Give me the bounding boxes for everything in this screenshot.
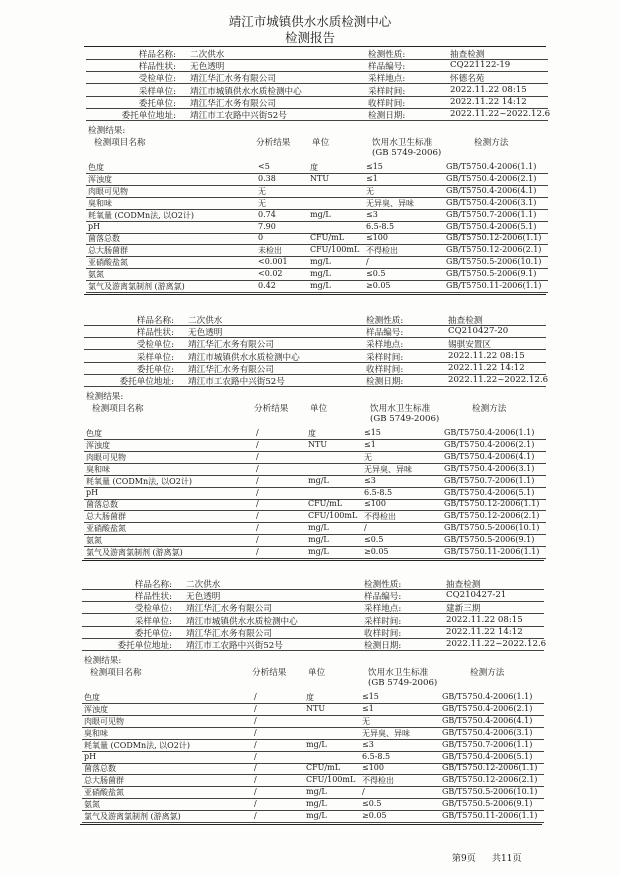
label-receive_time: 收样时间: — [366, 364, 404, 375]
table-row — [0, 488, 620, 499]
meta-underline — [82, 650, 544, 651]
item-method: GB/T5750.5-2006(10.1) — [446, 257, 542, 267]
item-name: 亚硝酸盐氮 — [86, 524, 126, 534]
item-method: GB/T5750.7-2006(1.1) — [446, 209, 537, 219]
item-name: 菌落总数 — [88, 234, 120, 244]
item-method: GB/T5750.4-2006(3.1) — [446, 197, 537, 207]
item-result: 0.42 — [258, 281, 276, 290]
label-client: 委托单位: — [138, 98, 176, 109]
table-row — [0, 452, 620, 463]
item-result: / — [256, 428, 259, 437]
item-method: GB/T5750.4-2006(1.1) — [442, 692, 533, 701]
table-row — [0, 476, 620, 487]
item-name: 菌落总数 — [84, 764, 116, 774]
table-row — [0, 198, 620, 209]
item-name: 亚硝酸盐氮 — [88, 258, 128, 268]
table-row — [0, 752, 620, 763]
item-result: <0.02 — [258, 269, 283, 279]
item-result: / — [256, 535, 259, 545]
value-sample_name: 二次供水 — [190, 50, 225, 60]
row-underline — [86, 292, 548, 293]
value-client: 靖江华汇水务有限公司 — [186, 628, 272, 639]
item-standard: 不得检出 — [362, 776, 394, 786]
label-receive_time: 收样时间: — [364, 628, 402, 639]
item-result: / — [254, 739, 257, 749]
item-standard: 无 — [364, 452, 372, 462]
table-row — [0, 245, 620, 256]
col-std-header: 饮用水卫生标准 — [370, 404, 431, 414]
item-method: GB/T5750.4-2006(5.1) — [446, 221, 537, 231]
report-title: 检测报告 — [284, 30, 335, 45]
item-method: GB/T5750.7-2006(1.1) — [442, 739, 533, 749]
value-sample_nature: 无色透明 — [186, 592, 221, 603]
item-name: 总大肠菌群 — [84, 776, 124, 786]
label-sample_nature: 样品性状: — [136, 328, 174, 339]
label-test_date: 检测日期: — [368, 111, 406, 121]
item-unit: NTU — [310, 173, 330, 183]
label-sampling_place: 采样地点: — [366, 340, 404, 351]
item-result: / — [256, 439, 259, 449]
item-standard: ≤0.5 — [366, 269, 386, 279]
value-sample_no: CQ221122-19 — [450, 60, 511, 71]
col-item-header: 检测项目名称 — [90, 668, 142, 678]
item-method: GB/T5750.5-2006(9.1) — [446, 269, 537, 279]
item-unit: CFU/100mL — [308, 511, 358, 521]
item-standard: ≤100 — [366, 233, 388, 243]
value-sample_nature: 无色透明 — [190, 62, 225, 73]
item-result: 0.38 — [258, 173, 276, 183]
value-sample_name: 二次供水 — [186, 580, 221, 590]
item-name: 臭和味 — [86, 464, 110, 474]
label-sampling_unit: 采样单位: — [138, 86, 176, 97]
item-method: GB/T5750.4-2006(1.1) — [444, 428, 535, 437]
item-standard: 不得检出 — [364, 512, 396, 522]
item-method: GB/T5750.12-2006(2.1) — [444, 511, 540, 521]
item-standard: ≤1 — [366, 173, 378, 183]
item-method: GB/T5750.4-2006(5.1) — [442, 751, 533, 761]
value-sampling_unit: 靖江市城镇供水水质检测中心 — [190, 86, 302, 97]
table-row — [0, 728, 620, 739]
item-standard: 无异臭、异味 — [364, 464, 412, 474]
table-row — [0, 763, 620, 774]
item-method: GB/T5750.4-2006(4.1) — [446, 185, 537, 195]
item-result: 未检出 — [258, 246, 282, 256]
results-label: 检测结果: — [88, 126, 126, 136]
item-result: / — [254, 703, 257, 713]
value-sampling_time: 2022.11.22 08:15 — [446, 614, 523, 625]
table-row — [0, 523, 620, 534]
label-sample_nature: 样品性状: — [138, 62, 176, 73]
col-item-header: 检测项目名称 — [92, 404, 144, 414]
item-result: / — [256, 499, 259, 509]
col-result-header: 分析结果 — [254, 404, 289, 414]
item-result: 无 — [258, 198, 266, 208]
item-standard: 无 — [366, 186, 374, 196]
item-method: GB/T5750.11-2006(1.1) — [446, 281, 542, 290]
item-name: 臭和味 — [88, 198, 112, 208]
table-row — [0, 511, 620, 522]
table-row — [0, 716, 620, 727]
item-standard: 不得检出 — [366, 246, 398, 256]
label-sampling_place: 采样地点: — [368, 74, 406, 85]
item-method: GB/T5750.5-2006(10.1) — [444, 523, 540, 533]
item-unit: mg/L — [306, 739, 327, 749]
item-name: 耗氧量 (CODMn法, 以O2计) — [86, 476, 192, 486]
section-rule — [84, 294, 546, 295]
value-sample_no: CQ210427-21 — [446, 590, 507, 601]
label-test_nature: 检测性质: — [364, 580, 402, 590]
label-client_addr: 委托单位地址: — [117, 641, 172, 651]
label-sampling_place: 采样地点: — [364, 604, 402, 615]
table-row — [0, 210, 620, 221]
table-row — [0, 257, 620, 268]
label-test_nature: 检测性质: — [368, 50, 406, 60]
table-row — [0, 692, 620, 703]
item-unit: mg/L — [306, 811, 327, 820]
meta-underline — [84, 386, 546, 387]
col-method-header: 检测方法 — [472, 404, 507, 414]
label-sampling_time: 采样时间: — [368, 86, 406, 97]
item-method: GB/T5750.4-2006(4.1) — [444, 451, 535, 461]
table-row — [0, 704, 620, 715]
col-std-header: 饮用水卫生标准 — [368, 668, 429, 678]
item-standard: 6.5-8.5 — [366, 221, 395, 231]
item-result: / — [254, 787, 257, 797]
label-entrusted_unit: 受检单位: — [134, 604, 172, 615]
item-method: GB/T5750.12-2006(1.1) — [446, 233, 542, 243]
item-name: 氨氮 — [88, 270, 104, 280]
item-method: GB/T5750.12-2006(2.1) — [446, 245, 542, 255]
col-result-header: 分析结果 — [256, 138, 291, 148]
value-sampling_time: 2022.11.22 08:15 — [448, 350, 525, 361]
table-row — [0, 233, 620, 244]
table-row — [0, 186, 620, 197]
item-result: / — [254, 692, 257, 701]
col-unit-header: 单位 — [310, 404, 328, 414]
value-entrusted_unit: 靖江华汇水务有限公司 — [188, 340, 274, 351]
item-method: GB/T5750.4-2006(5.1) — [444, 487, 535, 497]
col-std-subheader: (GB 5749-2006) — [370, 414, 440, 424]
item-result: / — [254, 763, 257, 773]
value-sampling_time: 2022.11.22 08:15 — [450, 84, 527, 95]
label-sample_nature: 样品性状: — [134, 592, 172, 603]
item-unit: NTU — [306, 703, 326, 713]
table-row — [0, 440, 620, 451]
value-test_nature: 抽查检测 — [448, 316, 483, 326]
table-row — [0, 535, 620, 546]
table-row — [0, 222, 620, 233]
table-row — [0, 174, 620, 185]
item-method: GB/T5750.12-2006(1.1) — [442, 763, 538, 773]
item-method: GB/T5750.7-2006(1.1) — [444, 475, 535, 485]
value-test_date: 2022.11.22~2022.12.6 — [450, 109, 551, 119]
item-standard: ≤15 — [364, 428, 381, 437]
item-name: pH — [86, 487, 99, 497]
item-method: GB/T5750.12-2006(1.1) — [444, 499, 540, 509]
item-unit: mg/L — [308, 523, 329, 533]
item-standard: ≤3 — [364, 475, 376, 485]
label-test_nature: 检测性质: — [366, 316, 404, 326]
item-unit: NTU — [308, 439, 328, 449]
item-standard: 6.5-8.5 — [362, 751, 391, 761]
item-standard: 6.5-8.5 — [364, 487, 393, 497]
item-unit: mg/L — [310, 209, 331, 219]
item-standard: 无异臭、异味 — [362, 728, 410, 738]
item-name: 肉眼可见物 — [88, 186, 128, 196]
label-entrusted_unit: 受检单位: — [136, 340, 174, 351]
page-total: 共11页 — [492, 854, 522, 864]
table-row — [0, 740, 620, 751]
col-item-header: 检测项目名称 — [94, 138, 146, 148]
table-row — [0, 799, 620, 810]
item-name: 色度 — [88, 163, 104, 172]
item-unit: mg/L — [306, 799, 327, 809]
col-std-subheader: (GB 5749-2006) — [368, 678, 438, 688]
label-sampling_unit: 采样单位: — [134, 616, 172, 627]
value-entrusted_unit: 靖江华汇水务有限公司 — [190, 74, 276, 85]
item-unit: mg/L — [306, 787, 327, 797]
value-sampling_place: 锡骐安置区 — [448, 340, 491, 351]
col-unit-header: 单位 — [308, 668, 326, 678]
item-method: GB/T5750.12-2006(2.1) — [442, 775, 538, 785]
meta-underline — [86, 120, 548, 121]
value-sample_name: 二次供水 — [188, 316, 223, 326]
item-method: GB/T5750.4-2006(1.1) — [446, 162, 537, 171]
value-sampling_unit: 靖江市城镇供水水质检测中心 — [188, 352, 300, 363]
item-unit: mg/L — [308, 547, 329, 556]
item-standard: ≤15 — [362, 692, 379, 701]
item-unit: 度 — [310, 163, 318, 172]
item-method: GB/T5750.4-2006(4.1) — [442, 715, 533, 725]
item-unit: CFU/mL — [306, 763, 341, 773]
item-result: / — [254, 727, 257, 737]
item-name: pH — [88, 221, 101, 231]
item-result: 7.90 — [258, 221, 276, 231]
item-unit: mg/L — [308, 535, 329, 545]
item-method: GB/T5750.4-2006(2.1) — [442, 703, 533, 713]
value-test_nature: 抽查检测 — [450, 50, 485, 60]
item-name: 浑浊度 — [86, 440, 110, 450]
item-result: / — [256, 511, 259, 521]
item-result: / — [254, 775, 257, 785]
col-method-header: 检测方法 — [474, 138, 509, 148]
item-name: 色度 — [86, 429, 102, 438]
label-sample_name: 样品名称: — [138, 50, 176, 60]
value-sample_nature: 无色透明 — [188, 328, 223, 339]
item-name: 氯气及游离氯制剂 (游离氯) — [84, 812, 181, 821]
item-name: 氨氮 — [86, 536, 102, 546]
item-method: GB/T5750.5-2006(10.1) — [442, 787, 538, 797]
org-title: 靖江市城镇供水水质检测中心 — [228, 14, 392, 29]
item-standard: 无 — [362, 716, 370, 726]
item-unit: CFU/100mL — [306, 775, 356, 785]
item-unit: 度 — [306, 693, 314, 702]
value-entrusted_unit: 靖江华汇水务有限公司 — [186, 604, 272, 615]
item-name: 氨氮 — [84, 800, 100, 810]
label-client_addr: 委托单位地址: — [119, 377, 174, 387]
item-method: GB/T5750.11-2006(1.1) — [442, 811, 538, 820]
label-test_date: 检测日期: — [364, 641, 402, 651]
item-standard: ≤0.5 — [364, 535, 384, 545]
item-name: 氯气及游离氯制剂 (游离氯) — [86, 548, 183, 557]
item-result: / — [256, 475, 259, 485]
item-standard: ≤15 — [366, 162, 383, 171]
item-standard: / — [362, 787, 365, 797]
col-std-subheader: (GB 5749-2006) — [372, 148, 442, 158]
item-standard: ≥0.05 — [364, 547, 389, 556]
item-name: 总大肠菌群 — [86, 512, 126, 522]
item-unit: CFU/mL — [308, 499, 343, 509]
value-test_date: 2022.11.22~2022.12.6 — [448, 375, 549, 385]
value-sample_no: CQ210427-20 — [448, 326, 509, 337]
item-method: GB/T5750.4-2006(2.1) — [444, 439, 535, 449]
table-row — [0, 162, 620, 173]
table-row — [0, 464, 620, 475]
table-row — [0, 547, 620, 558]
item-name: 色度 — [84, 693, 100, 702]
table-row — [0, 811, 620, 822]
value-sampling_unit: 靖江市城镇供水水质检测中心 — [186, 616, 298, 627]
label-sample_no: 样品编号: — [366, 328, 404, 339]
item-unit: mg/L — [310, 281, 331, 290]
table-row — [0, 428, 620, 439]
label-sampling_time: 采样时间: — [364, 616, 402, 627]
label-sample_name: 样品名称: — [136, 316, 174, 326]
table-row — [0, 787, 620, 798]
item-result: / — [256, 547, 259, 556]
label-sample_name: 样品名称: — [134, 580, 172, 590]
item-result: / — [256, 463, 259, 473]
item-name: 臭和味 — [84, 728, 108, 738]
item-standard: ≤1 — [364, 439, 376, 449]
item-standard: ≤100 — [364, 499, 386, 509]
item-result: / — [254, 811, 257, 820]
item-name: pH — [84, 751, 97, 761]
item-standard: / — [366, 257, 369, 267]
item-standard: ≥0.05 — [362, 811, 387, 820]
row-underline — [84, 558, 546, 559]
section-rule — [82, 560, 544, 561]
value-sampling_place: 建新三期 — [446, 604, 481, 615]
table-row — [0, 775, 620, 786]
row-underline — [82, 822, 544, 823]
item-name: 浑浊度 — [84, 704, 108, 714]
label-sampling_time: 采样时间: — [366, 352, 404, 363]
item-standard: 无异臭、异味 — [366, 198, 414, 208]
value-receive_time: 2022.11.22 14:12 — [450, 96, 527, 107]
item-standard: ≤3 — [366, 209, 378, 219]
table-row — [0, 281, 620, 292]
item-result: / — [254, 799, 257, 809]
value-sampling_place: 怀德名苑 — [450, 74, 485, 85]
value-client: 靖江华汇水务有限公司 — [190, 98, 276, 109]
value-test_date: 2022.11.22~2022.12.6 — [446, 639, 547, 649]
item-method: GB/T5750.4-2006(3.1) — [442, 727, 533, 737]
item-result: / — [254, 751, 257, 761]
label-sampling_unit: 采样单位: — [136, 352, 174, 363]
value-receive_time: 2022.11.22 14:12 — [448, 362, 525, 373]
value-client_addr: 靖江市工农路中兴街52号 — [186, 641, 283, 651]
item-name: 浑浊度 — [88, 174, 112, 184]
item-standard: ≤1 — [362, 703, 374, 713]
section-rule — [80, 824, 542, 825]
item-name: 耗氧量 (CODMn法, 以O2计) — [88, 210, 194, 220]
item-name: 肉眼可见物 — [84, 716, 124, 726]
item-method: GB/T5750.5-2006(9.1) — [444, 535, 535, 545]
value-client: 靖江华汇水务有限公司 — [188, 364, 274, 375]
item-unit: mg/L — [310, 269, 331, 279]
col-std-header: 饮用水卫生标准 — [372, 138, 433, 148]
item-name: 耗氧量 (CODMn法, 以O2计) — [84, 740, 190, 750]
label-client: 委托单位: — [134, 628, 172, 639]
label-sample_no: 样品编号: — [368, 62, 406, 73]
item-unit: 度 — [308, 429, 316, 438]
item-result: / — [256, 487, 259, 497]
item-standard: ≥0.05 — [366, 281, 391, 290]
item-result: <0.001 — [258, 257, 288, 267]
item-result: / — [256, 451, 259, 461]
item-result: 无 — [258, 186, 266, 196]
item-result: 0.74 — [258, 209, 276, 219]
label-client: 委托单位: — [136, 364, 174, 375]
table-row — [0, 499, 620, 510]
item-unit: CFU/mL — [310, 233, 345, 243]
item-unit: CFU/100mL — [310, 245, 360, 255]
value-receive_time: 2022.11.22 14:12 — [446, 626, 523, 637]
table-row — [0, 269, 620, 280]
item-result: <5 — [258, 162, 270, 171]
item-name: 菌落总数 — [86, 500, 118, 510]
value-client_addr: 靖江市工农路中兴街52号 — [188, 377, 285, 387]
item-method: GB/T5750.4-2006(3.1) — [444, 463, 535, 473]
item-result: / — [254, 715, 257, 725]
value-client_addr: 靖江市工农路中兴街52号 — [190, 111, 287, 121]
item-method: GB/T5750.5-2006(9.1) — [442, 799, 533, 809]
results-label: 检测结果: — [84, 656, 122, 666]
label-sample_no: 样品编号: — [364, 592, 402, 603]
item-unit: mg/L — [310, 257, 331, 267]
page-number: 第9页 — [452, 854, 476, 864]
value-test_nature: 抽查检测 — [446, 580, 481, 590]
label-entrusted_unit: 受检单位: — [138, 74, 176, 85]
section-rule — [84, 46, 546, 47]
item-method: GB/T5750.11-2006(1.1) — [444, 547, 540, 556]
item-standard: ≤0.5 — [362, 799, 382, 809]
item-name: 氯气及游离氯制剂 (游离氯) — [88, 282, 185, 291]
item-name: 亚硝酸盐氮 — [84, 788, 124, 798]
item-name: 总大肠菌群 — [88, 246, 128, 256]
col-unit-header: 单位 — [312, 138, 330, 148]
item-standard: ≤3 — [362, 739, 374, 749]
item-result: 0 — [258, 233, 264, 243]
label-test_date: 检测日期: — [366, 377, 404, 387]
item-result: / — [256, 523, 259, 533]
item-unit: mg/L — [308, 475, 329, 485]
item-name: 肉眼可见物 — [86, 452, 126, 462]
results-label: 检测结果: — [86, 392, 124, 402]
label-client_addr: 委托单位地址: — [121, 111, 176, 121]
col-method-header: 检测方法 — [470, 668, 505, 678]
label-receive_time: 收样时间: — [368, 98, 406, 109]
item-standard: / — [364, 523, 367, 533]
col-result-header: 分析结果 — [252, 668, 287, 678]
item-method: GB/T5750.4-2006(2.1) — [446, 173, 537, 183]
item-standard: ≤100 — [362, 763, 384, 773]
